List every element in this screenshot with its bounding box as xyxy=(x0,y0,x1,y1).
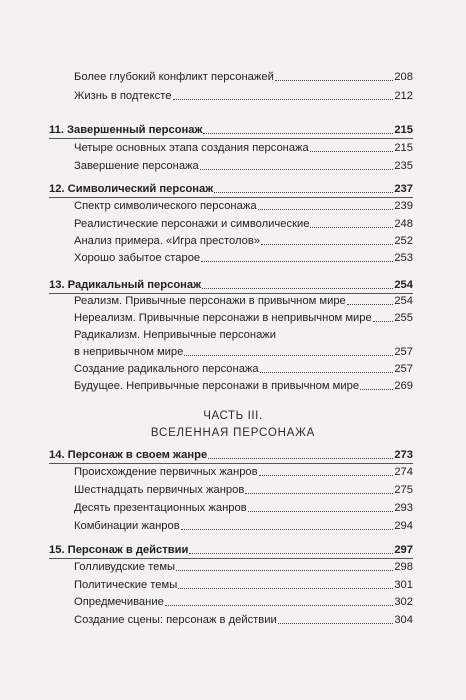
toc-entry-title: Реалистические персонажи и символические xyxy=(74,218,310,230)
toc-entry-title: Создание радикального персонажа xyxy=(74,363,259,375)
chapter-page: 297 xyxy=(394,544,413,556)
toc-entry[interactable] xyxy=(74,309,413,325)
toc-entry-page: 293 xyxy=(394,502,413,514)
toc-entry-title: Нереализм. Привычные персонажи в непривычном мире xyxy=(74,312,372,324)
toc-entry-title: Шестнадцать первичных жанров xyxy=(74,484,245,496)
toc-chapter-12[interactable] xyxy=(49,180,413,196)
toc-entry[interactable] xyxy=(74,68,413,84)
toc-entry[interactable] xyxy=(74,249,413,265)
toc-entry-title: Спектр символического персонажа xyxy=(74,200,257,212)
leader-dots xyxy=(275,80,394,81)
toc-entry[interactable] xyxy=(74,360,413,376)
leader-dots xyxy=(373,321,394,322)
leader-dots xyxy=(260,372,394,373)
chapter-title: 12. Символический персонаж xyxy=(49,183,214,195)
toc-entry[interactable] xyxy=(74,576,413,592)
toc-entry-title: Радикализм. Непривычные персонажи xyxy=(74,329,277,341)
leader-dots xyxy=(203,133,393,134)
toc-entry-page: 252 xyxy=(394,235,413,247)
leader-dots xyxy=(200,169,394,170)
leader-dots xyxy=(173,99,394,100)
leader-dots xyxy=(248,511,394,512)
leader-dots xyxy=(245,493,393,494)
toc-entry-title: Анализ примера. «Игра престолов» xyxy=(74,235,260,247)
toc-entry[interactable] xyxy=(74,157,413,173)
toc-entry-title: Четыре основных этапа создания персонажа xyxy=(74,142,309,154)
toc-entry-page: 275 xyxy=(394,484,413,496)
leader-dots xyxy=(360,389,393,390)
leader-dots xyxy=(201,261,393,262)
toc-entry-title: Десять презентационных жанров xyxy=(74,502,247,514)
chapter-title: 14. Персонаж в своем жанре xyxy=(49,449,208,461)
toc-entry[interactable] xyxy=(74,481,413,497)
toc-entry[interactable] xyxy=(74,139,413,155)
leader-dots xyxy=(310,227,393,228)
chapter-title: 15. Персонаж в действии xyxy=(49,544,189,556)
toc-entry-page: 302 xyxy=(394,596,413,608)
chapter-page: 237 xyxy=(394,183,413,195)
toc-entry[interactable] xyxy=(74,517,413,533)
leader-dots xyxy=(208,458,393,459)
toc-entry-title: Реализм. Привычные персонажи в привычном мире xyxy=(74,295,346,307)
toc-entry[interactable] xyxy=(74,326,413,342)
toc-entry[interactable] xyxy=(74,377,413,393)
leader-dots xyxy=(189,553,393,554)
leader-dots xyxy=(310,151,394,152)
toc-entry[interactable] xyxy=(74,197,413,213)
toc-entry-title: Хорошо забытое старое xyxy=(74,252,201,264)
toc-entry-page: 208 xyxy=(394,71,413,83)
leader-dots xyxy=(202,288,393,289)
toc-entry-title: Жизнь в подтексте xyxy=(74,90,172,102)
toc-entry-page: 255 xyxy=(394,312,413,324)
toc-chapter-11[interactable] xyxy=(49,121,413,137)
toc-entry-title: Опредмечивание xyxy=(74,596,164,608)
leader-dots xyxy=(259,475,394,476)
leader-dots xyxy=(278,623,394,624)
toc-entry[interactable] xyxy=(74,215,413,231)
toc-entry-page: 212 xyxy=(394,90,413,102)
toc-chapter-15[interactable] xyxy=(49,541,413,557)
toc-chapter-14[interactable] xyxy=(49,446,413,462)
toc-entry[interactable] xyxy=(74,593,413,609)
toc-entry-page: 235 xyxy=(394,160,413,172)
toc-entry-page: 304 xyxy=(394,614,413,626)
toc-entry-page: 215 xyxy=(394,142,413,154)
chapter-title: 11. Завершенный персонаж xyxy=(49,124,203,136)
toc-entry-page: 239 xyxy=(394,200,413,212)
toc-entry-page: 257 xyxy=(394,363,413,375)
part-label: ЧАСТЬ III. xyxy=(203,410,263,422)
toc-entry-title: в непривычном мире xyxy=(74,346,184,358)
leader-dots xyxy=(261,244,393,245)
toc-entry[interactable] xyxy=(74,292,413,308)
toc-entry[interactable] xyxy=(74,558,413,574)
leader-dots xyxy=(258,209,394,210)
toc-entry-page: 257 xyxy=(394,346,413,358)
toc-entry-title: Создание сцены: персонаж в действии xyxy=(74,614,277,626)
toc-entry-title: Политические темы xyxy=(74,579,178,591)
chapter-title: 13. Радикальный персонаж xyxy=(49,279,202,291)
toc-entry-title: Завершение персонажа xyxy=(74,160,199,172)
toc-entry-page: 254 xyxy=(394,295,413,307)
toc-entry-title: Более глубокий конфликт персонажей xyxy=(74,71,274,83)
leader-dots xyxy=(165,605,394,606)
leader-dots xyxy=(184,355,393,356)
toc-entry[interactable] xyxy=(74,87,413,103)
toc-entry-title: Комбинации жанров xyxy=(74,520,180,532)
leader-dots xyxy=(181,529,394,530)
toc-entry[interactable] xyxy=(74,232,413,248)
toc-entry-page: 274 xyxy=(394,466,413,478)
toc-entry-title: Голливудские темы xyxy=(74,561,176,573)
part-title: ВСЕЛЕННАЯ ПЕРСОНАЖА xyxy=(150,427,316,439)
toc-entry-page: 301 xyxy=(394,579,413,591)
toc-entry-page: 269 xyxy=(394,380,413,392)
leader-dots xyxy=(176,570,393,571)
toc-entry-page: 253 xyxy=(394,252,413,264)
chapter-page: 273 xyxy=(394,449,413,461)
toc-entry-page: 248 xyxy=(394,218,413,230)
chapter-page: 254 xyxy=(394,279,413,291)
toc-entry-title: Будущее. Непривычные персонажи в привычном мире xyxy=(74,380,360,392)
leader-dots xyxy=(347,304,394,305)
toc-entry[interactable] xyxy=(74,499,413,515)
toc-entry-page: 298 xyxy=(394,561,413,573)
leader-dots xyxy=(214,192,393,193)
toc-entry[interactable] xyxy=(74,343,413,359)
toc-entry-title: Происхождение первичных жанров xyxy=(74,466,258,478)
toc-entry[interactable] xyxy=(74,611,413,627)
leader-dots xyxy=(178,588,393,589)
chapter-page: 215 xyxy=(394,124,413,136)
toc-entry-page: 294 xyxy=(394,520,413,532)
toc-chapter-13[interactable] xyxy=(49,276,413,292)
toc-entry[interactable] xyxy=(74,463,413,479)
